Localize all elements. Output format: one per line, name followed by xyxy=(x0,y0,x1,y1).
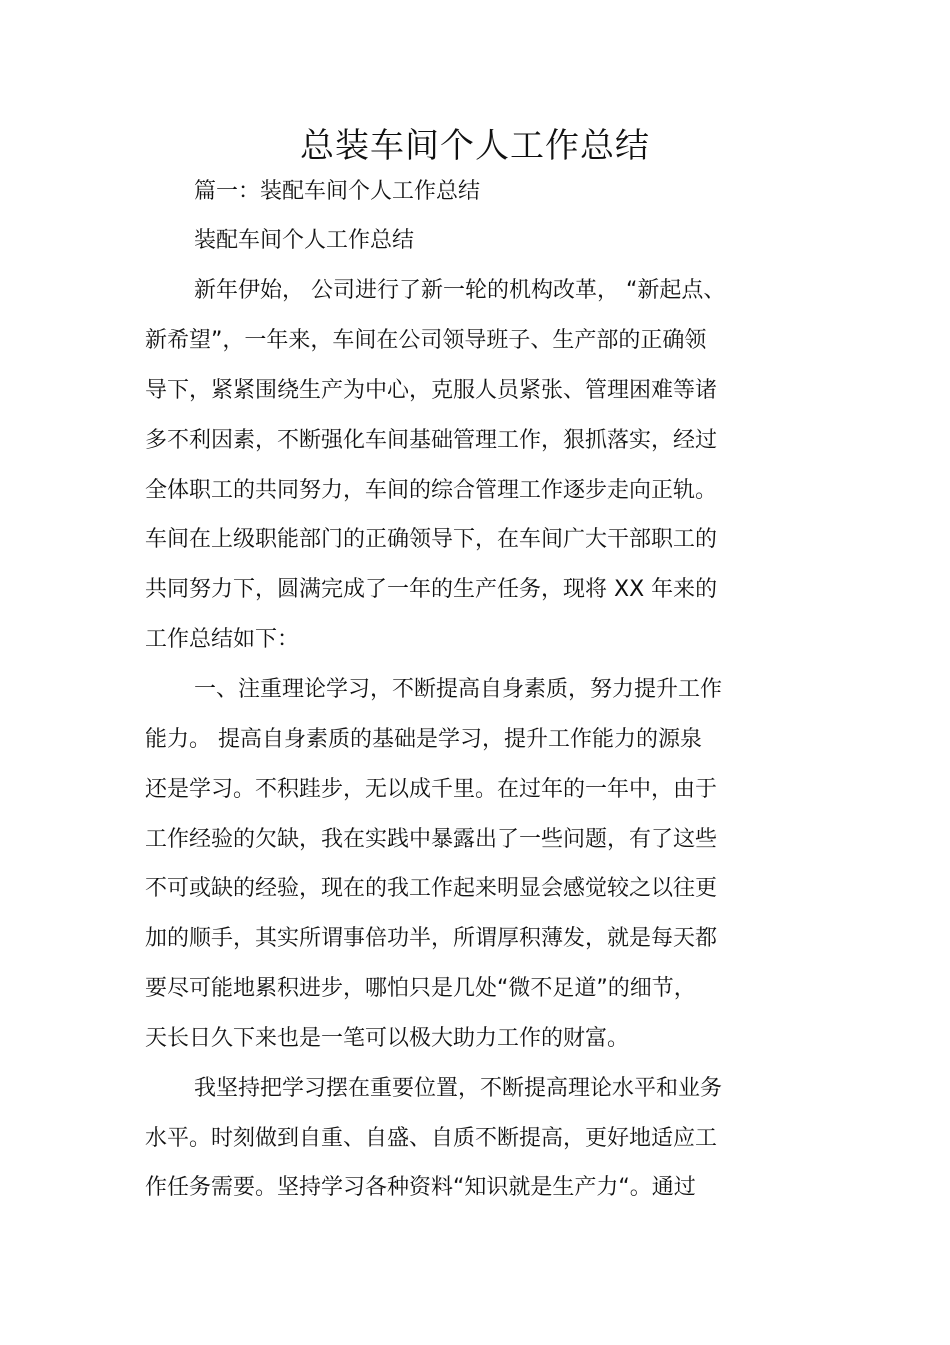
paragraph-line: 多不利因素，不断强化车间基础管理工作，狠抓落实，经过 xyxy=(145,428,718,453)
paragraph-line: 加的顺手，其实所谓事倍功半，所谓厚积薄发，就是每天都 xyxy=(145,926,718,951)
subheading: 装配车间个人工作总结 xyxy=(194,228,415,253)
paragraph-line: 车间在上级职能部门的正确领导下，在车间广大干部职工的 xyxy=(145,527,718,552)
paragraph-line: 作任务需要。坚持学习各种资料“知识就是生产力“。通过 xyxy=(145,1175,696,1200)
paragraph-line: 水平。时刻做到自重、自盛、自质不断提高，更好地适应工 xyxy=(145,1126,718,1151)
paragraph-line: 工作经验的欠缺，我在实践中暴露出了一些问题，有了这些 xyxy=(145,827,718,852)
paragraph-line: 能力。 提高自身素质的基础是学习，提升工作能力的源泉 xyxy=(145,727,702,752)
paragraph-line: 导下，紧紧围绕生产为中心，克服人员紧张、管理困难等诸 xyxy=(145,378,718,403)
paragraph-line: 一、注重理论学习，不断提高自身素质，努力提升工作 xyxy=(194,677,723,702)
paragraph-line: 不可或缺的经验，现在的我工作起来明显会感觉较之以往更 xyxy=(145,876,718,901)
paragraph-line: 要尽可能地累积进步，哪怕只是几处“微不足道”的细节， xyxy=(145,976,696,1001)
paragraph-line: 工作总结如下： xyxy=(145,627,300,652)
paragraph-line: 全体职工的共同努力，车间的综合管理工作逐步走向正轨。 xyxy=(145,478,718,503)
paragraph-line: 共同努力下，圆满完成了一年的生产任务，现将 XX 年来的 xyxy=(145,577,718,602)
paragraph-line: 还是学习。不积跬步，无以成千里。在过年的一年中，由于 xyxy=(145,777,718,802)
paragraph-line: 天长日久下来也是一笔可以极大助力工作的财富。 xyxy=(145,1026,630,1051)
section-heading: 篇一：装配车间个人工作总结 xyxy=(194,179,481,204)
paragraph-line: 新年伊始， 公司进行了新一轮的机构改革， “新起点、 xyxy=(194,278,726,303)
paragraph-line: 新希望”，一年来，车间在公司领导班子、生产部的正确领 xyxy=(145,328,707,353)
document-title: 总装车间个人工作总结 xyxy=(300,126,650,166)
paragraph-line: 我坚持把学习摆在重要位置，不断提高理论水平和业务 xyxy=(194,1076,723,1101)
